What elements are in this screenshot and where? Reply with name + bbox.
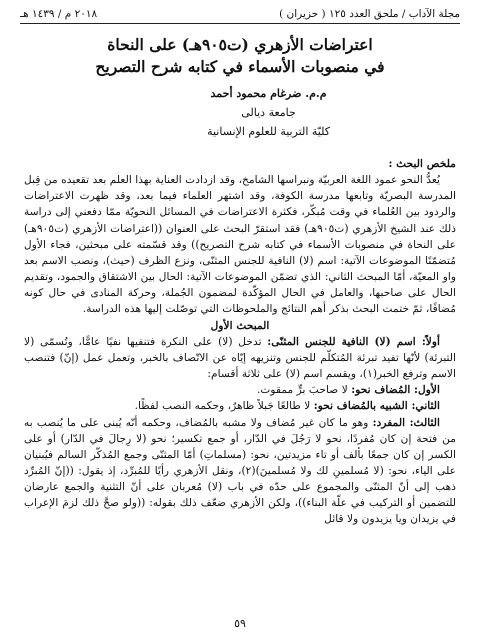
author-college: كليّة التربية للعلوم الإنسانية: [207, 125, 330, 138]
journal-name: مجلة الآداب / ملحق العدد ١٢٥ ( حزيران ): [279, 8, 460, 20]
title-line-1: اعتراضات الأزهري (ت٩٠٥هـ) على النحاة: [107, 35, 373, 54]
abstract-heading: ملخص البحث :: [388, 157, 456, 170]
list-item-third-text: وهو ما كان غير مُضاف ولا مشبه بالمُضاف، وحكمه أنّه يُبنى على ما يُنصب به من فتحة إن كان مُفردًا، نحو لا رَجُلَ في الدّار، أو جمع تكسير؛ نحو (لا رِجالَ في الدّار) أو على الكسر إن كان جمعًا بألف أو تاء مزيدتين، نحو: (مسلماتِ) أمّا المثنّى وجمع المُذكّر السالم فيُبنيان على الياء، نحو: (لا مُسلمينِ لك ولا مُسلمينَ)(٢)، ونقل الأزهري رأيًا للمُبرِّد، إذ يقول: ((إنّ المُبرِّد ذهب إلى أنّ المثنّى والمجموع على حدّه في باب (لا) مُعربان على أنّ التثنية والجمع عارضان للتضمين أو التركيب في علّة البناء))، ولكن الأزهري ضعّف ذلك بقوله: ((ولو صحَّ ذلك لزمَ الإعراب في يزيدان ويا يزيدون ولا قائل: [24, 415, 456, 526]
issue-date: ٢٠١٨ م / ١٤٣٩ هـ: [20, 8, 98, 20]
section-heading: المبحث الأول: [210, 318, 270, 332]
running-header: [20, 8, 460, 24]
title-line-2: في منصوبات الأسماء في كتابه شرح التصريح: [95, 57, 385, 76]
article-title: [0, 34, 480, 78]
subsection-text: تدخل (لا) على النكرة فتنفيها نفيًا عامًّا، وتُسمّى (لا التبرئة) لأنّها تفيد تبرئة المُتكلّم للجنس وتنزيهه إيّاه عن الاتّصاف بالخبر، وتعمل عمل (إنّ) فتنصب الاسم وترفع الخبر(١)، ويقسم اسم (لا) على ثلاثة أقسام:: [24, 334, 456, 381]
list-item-second-title: الثاني: الشبيه بالمُضاف نحو:: [313, 399, 440, 413]
list-item-third: [24, 415, 456, 528]
author-name: م.م. ضرغام محمود أحمد: [210, 87, 327, 100]
list-item-first: [24, 382, 456, 398]
subsection-title: أولاً: اسم (لا) النافية للجنس المثنّى:: [267, 334, 441, 348]
list-item-third-title: الثالث: المفرد:: [372, 415, 440, 429]
author-university: جامعة ديالى: [241, 106, 296, 119]
list-item-second: [24, 398, 456, 414]
list-item-second-text: لا طالعًا جَبلاً ظاهرٌ، وحكمه النصب لفظًا.: [134, 399, 311, 413]
subsection-paragraph: [24, 334, 456, 382]
list-item-first-text: لا صاحبَ برٍّ ممقوت.: [256, 383, 348, 397]
author-block: [207, 84, 330, 141]
page-number: ٥٩: [234, 617, 246, 630]
article-body: [24, 156, 456, 528]
abstract-paragraph: يُعدُّ النحو عمود اللغة العربيّة ونبراسها الشامخ، وقد ازدادت العناية بهذا العلم بعد تقعيده من قِبل المدرسة البصريّة وتابعها مدرسة الكوفة، وقد اشتهر العلماء فيما بعد، وقد ظهرت الاعتراضات والردود بين العُلماء في وقت مُبكّر، فكثرة الاعتراضات في المسائل النحويّة ممّا دفعني إلى دراسة ذلك عند الشيخ الأزهري (ت٩٠٥هـ) فقد استقرّ البحث على العنوان ((اعتراضات الأزهري (ت٩٠٥هـ) على النحاة في منصوبات الأسماء في كتابه شرح التصريح)) وقد قسّمته على مبحثين، فجاء الأول مُتضمّنًا الموضوعات الآتية: اسم (لا) النافية للجنس المثنّى، ونزع الظرف (حيث)، ونصب الاسم بعد واو المعيّة، أمّا المبحث الثاني: الذي تضمّن الموضوعات الآتية: الحال بين الاشتقاق والجمود، وتقديم الحال على صاحبها، والعامل في الحال المؤكّدة لمضمون الجُملة، وحركة المنادى في حال كونه مُضافًا، ثمّ ختمت البحث بذكر أهم النتائج والملحوظات التي توصّلت إليها هذه الدراسة.: [24, 173, 456, 316]
list-item-first-title: الأول: المُضاف نحو:: [351, 383, 440, 397]
